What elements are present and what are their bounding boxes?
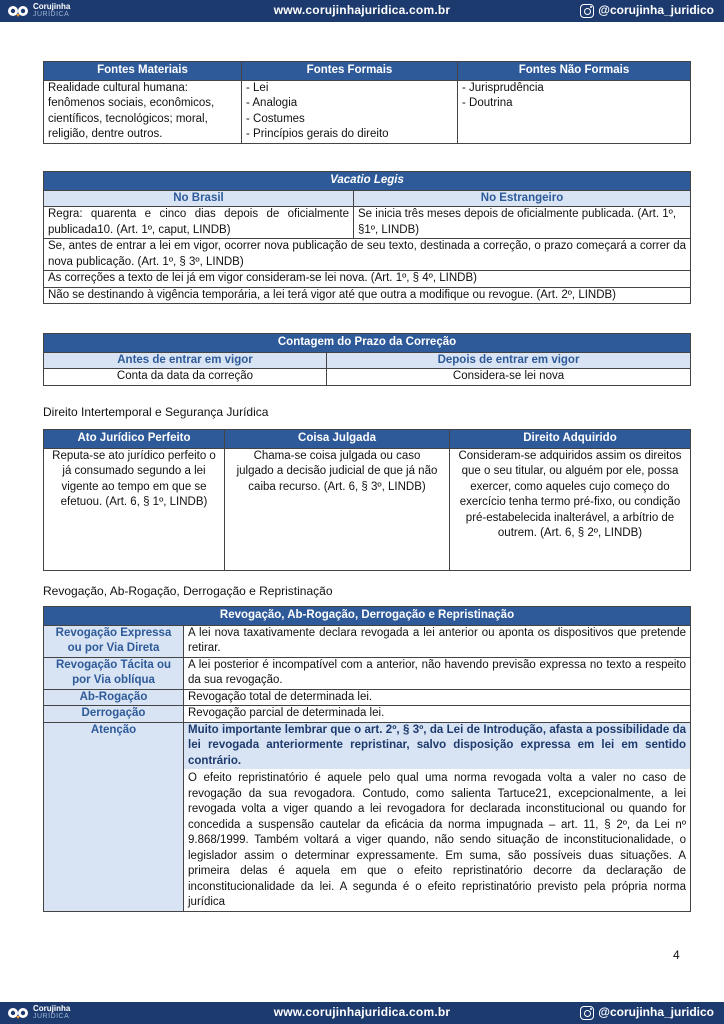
intertemporal-table	[43, 429, 691, 571]
instagram-label: @corujinha_juridico	[598, 1005, 714, 1019]
list-item: - Doutrina	[462, 97, 513, 109]
ato-juridico-cell: Reputa-se ato jurídico perfeito o já consumado segundo a lei vigente ao tempo em que se efetuou. (Art. 6, § 1º, LINDB)	[44, 448, 225, 570]
vacatio-row-2: Se, antes de entrar a lei em vigor, ocorrer nova publicação de seu texto, destinada a correção, o prazo começará a correr da nova publicação. (Art. 1º, § 3º, LINDB)	[44, 239, 691, 271]
text-line: científicos, tecnológicos; moral,	[48, 112, 208, 125]
abrogacao-label: Ab-Rogação	[44, 689, 184, 706]
fontes-formais-cell	[242, 80, 458, 143]
text-line: fenômenos sociais, econômicos,	[48, 97, 215, 109]
revogacao-expressa-label: Revogação Expressa ou por Via Direta	[44, 625, 184, 657]
fontes-nao-formais-cell	[458, 80, 691, 143]
contagem-depois-header: Depois de entrar em vigor	[327, 352, 691, 369]
instagram-handle[interactable]	[580, 1005, 714, 1021]
direito-adquirido-header: Direito Adquirido	[450, 430, 691, 449]
vacatio-estrangeiro-cell: Se inicia três meses depois de oficialmente publicada. (Art. 1º, §1º, LINDB)	[354, 207, 691, 239]
page-number: 4	[673, 948, 680, 962]
intertemporal-heading: Direito Intertemporal e Segurança Jurídica	[43, 405, 269, 419]
list-item: - Analogia	[246, 97, 298, 109]
ato-juridico-header: Ato Jurídico Perfeito	[44, 430, 225, 449]
text-line: religião, dentre outros.	[48, 128, 163, 140]
top-banner	[0, 0, 724, 22]
logo-line1: Corujinha	[33, 1004, 71, 1013]
instagram-label: @corujinha_juridico	[598, 3, 714, 17]
vacatio-row-3: As correções a texto de lei já em vigor consideram-se lei nova. (Art. 1º, § 4º, LINDB)	[44, 271, 691, 288]
contagem-table	[43, 333, 691, 386]
list-item: - Jurisprudência	[462, 81, 544, 94]
list-item: - Princípios gerais do direito	[246, 128, 389, 140]
logo-line2: JURÍDICA	[33, 1013, 70, 1020]
fontes-materiais-cell	[44, 80, 242, 143]
coisa-julgada-header: Coisa Julgada	[225, 430, 450, 449]
contagem-title: Contagem do Prazo da Correção	[44, 334, 691, 353]
contagem-depois-cell: Considera-se lei nova	[327, 369, 691, 386]
fontes-table	[43, 61, 691, 144]
atencao-highlight: Muito importante lembrar que o art. 2º, § 3º, da Lei de Introdução, afasta a possibilidade da lei revogada anteriormente repristinar, salvo disposição expressa em lei em sentido contrário.	[184, 723, 690, 770]
site-url[interactable]: www.corujinhajuridica.com.br	[273, 1005, 451, 1020]
list-item: - Costumes	[246, 112, 305, 125]
instagram-icon	[580, 4, 594, 18]
logo-line2: JURÍDICA	[33, 11, 70, 18]
atencao-text: O efeito repristinatório é aquele pelo qual uma norma revogada volta a valer no caso de revogação da sua revogadora. Contudo, como salienta Tartuce21, excepcionalmente, a lei revogada volta a viger quando a lei revogadora for declarada inconstitucional ou quando for concedida a suspensão cautelar da eficácia da norma impugnada – art. 11, § 2º, da Lei nº 9.868/1999. Também voltará a viger quando, não sendo situação de inconstitucionalidade, o legislador assim o determinar expressamente. Em suma, são possíveis duas situações. A primeira delas é aquela em que o efeito repristinatório decorre da declaração de inconstitucionalidade da lei. A segunda é o efeito repristinatório previsto pela própria norma jurídica	[188, 772, 687, 908]
instagram-icon	[580, 1006, 594, 1020]
logo-line1: Corujinha	[33, 2, 71, 11]
atencao-label: Atenção	[44, 722, 184, 911]
derrogacao-label: Derrogação	[44, 706, 184, 723]
abrogacao-text: Revogação total de determinada lei.	[184, 689, 691, 706]
vacatio-brasil-cell: Regra: quarenta e cinco dias depois de oficialmente publicada10. (Art. 1º, caput, LINDB)	[44, 207, 354, 239]
revogacao-expressa-text: A lei nova taxativamente declara revogada a lei anterior ou aponta os dispositivos que pretende retirar.	[184, 625, 691, 657]
derrogacao-text: Revogação parcial de determinada lei.	[184, 706, 691, 723]
fontes-nao-formais-header: Fontes Não Formais	[458, 62, 691, 81]
vacatio-estrangeiro-header: No Estrangeiro	[354, 190, 691, 207]
revogacao-tacita-label: Revogação Tácita ou por Via oblíqua	[44, 657, 184, 689]
vacatio-brasil-header: No Brasil	[44, 190, 354, 207]
revogacao-heading: Revogação, Ab-Rogação, Derrogação e Repristinação	[43, 584, 333, 598]
list-item: - Lei	[246, 81, 269, 94]
contagem-antes-header: Antes de entrar em vigor	[44, 352, 327, 369]
revogacao-title: Revogação, Ab-Rogação, Derrogação e Repristinação	[44, 607, 691, 626]
revogacao-tacita-text: A lei posterior é incompatível com a anterior, não havendo previsão expressa no texto a respeito da sua revogação.	[184, 657, 691, 689]
bottom-banner	[0, 1002, 724, 1024]
vacatio-row-4: Não se destinando à vigência temporária, a lei terá vigor até que outra a modifique ou revogue. (Art. 2º, LINDB)	[44, 287, 691, 304]
vacatio-table	[43, 171, 691, 304]
fontes-formais-header: Fontes Formais	[242, 62, 458, 81]
vacatio-title: Vacatio Legis	[44, 172, 691, 191]
atencao-cell	[184, 722, 691, 911]
instagram-handle[interactable]	[580, 3, 714, 19]
text-line: Realidade cultural humana:	[48, 81, 189, 94]
coisa-julgada-cell: Chama-se coisa julgada ou caso julgado a decisão judicial de que já não caiba recurso. (Art. 6, § 3º, LINDB)	[225, 448, 450, 570]
contagem-antes-cell: Conta da data da correção	[44, 369, 327, 386]
fontes-materiais-header: Fontes Materiais	[44, 62, 242, 81]
direito-adquirido-cell: Consideram-se adquiridos assim os direitos que o seu titular, ou alguém por ele, possa exercer, como aqueles cujo começo do exercício tenha termo pré-fixo, ou condição pré-estabelecida inalterável, a arbítrio de outrem. (Art. 6, § 2º, LINDB)	[450, 448, 691, 570]
site-url[interactable]: www.corujinhajuridica.com.br	[273, 3, 451, 18]
revogacao-table	[43, 606, 691, 912]
